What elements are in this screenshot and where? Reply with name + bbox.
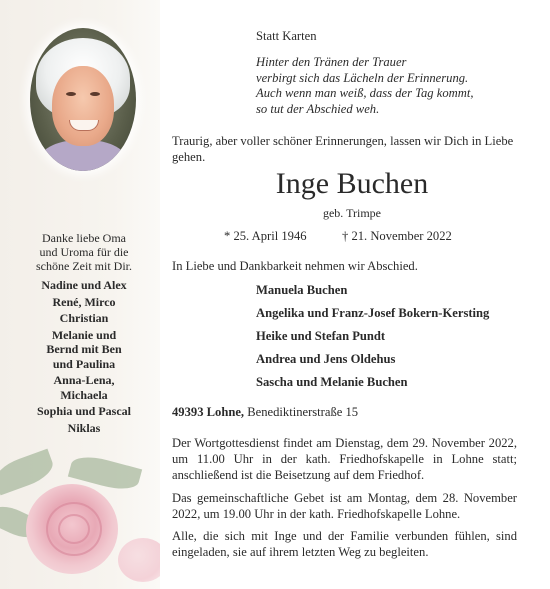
- prayer-info: Das gemeinschaftliche Gebet ist am Montag, dem 28. November 2022, um 19.00 Uhr in der kath. Friedhofskapelle Lohne.: [172, 491, 517, 521]
- intro-text: Traurig, aber voller schöner Erinnerungen, lassen wir Dich in Liebe gehen.: [172, 134, 514, 164]
- thanks-message: Danke liebe Oma und Uroma für die schöne Zeit mit Dir.: [36, 231, 132, 273]
- rose-decoration: [0, 440, 160, 589]
- farewell-line: In Liebe und Dankbarkeit nehmen wir Abschied.: [172, 259, 418, 273]
- family-entry: Andrea und Jens Oldehus: [256, 352, 396, 366]
- invitation-text: Alle, die sich mit Inge und der Familie verbunden fühlen, sind eingeladen, sie auf ihrem letzten Weg zu begleiten.: [172, 529, 517, 559]
- family-entry: Angelika und Franz-Josef Bokern-Kersting: [256, 306, 490, 320]
- grandchild-entry: Sophia und Pascal: [36, 404, 132, 418]
- grandchild-entry: Christian: [59, 311, 109, 325]
- grandchild-entry: Nadine und Alex: [41, 278, 127, 292]
- grandchildren-list: [14, 278, 154, 437]
- sidebar: [0, 0, 160, 589]
- grandchild-entry: Bernd mit Ben: [46, 342, 122, 356]
- family-entry: Heike und Stefan Pundt: [256, 329, 386, 343]
- grandchild-entry: und Paulina: [52, 356, 116, 371]
- address-city: 49393 Lohne,: [172, 405, 245, 419]
- birth-date: * 25. April 1946: [224, 229, 307, 243]
- maiden-name: geb. Trimpe: [322, 206, 381, 220]
- grandchild-entry: Melanie und: [51, 327, 117, 342]
- grandchild-entry: René, Mirco: [52, 294, 116, 309]
- address: [172, 405, 358, 420]
- family-entry: Sascha und Melanie Buchen: [256, 375, 408, 389]
- deceased-name: Inge Buchen: [275, 167, 429, 200]
- family-entry: Manuela Buchen: [256, 283, 348, 297]
- portrait-photo: [30, 28, 136, 171]
- grandchild-entry: Anna-Lena,: [53, 373, 115, 387]
- address-street: Benediktinerstraße 15: [247, 405, 359, 419]
- death-date: † 21. November 2022: [342, 229, 452, 243]
- statt-karten: Statt Karten: [256, 29, 317, 43]
- poem: Hinter den Tränen der Trauer verbirgt sich das Lächeln der Erinnerung. Auch wenn man weiß, dass der Tag kommt, so tut der Abschied weh.: [256, 55, 474, 116]
- grandchild-entry: Niklas: [67, 420, 101, 435]
- grandchild-entry: Michaela: [60, 387, 108, 402]
- family-list: [256, 282, 489, 397]
- service-info: Der Wortgottesdienst findet am Dienstag, dem 29. November 2022, um 11.00 Uhr in der kath. Friedhofskapelle in Lohne statt; anschließend ist die Beisetzung auf dem Friedhof.: [172, 436, 517, 482]
